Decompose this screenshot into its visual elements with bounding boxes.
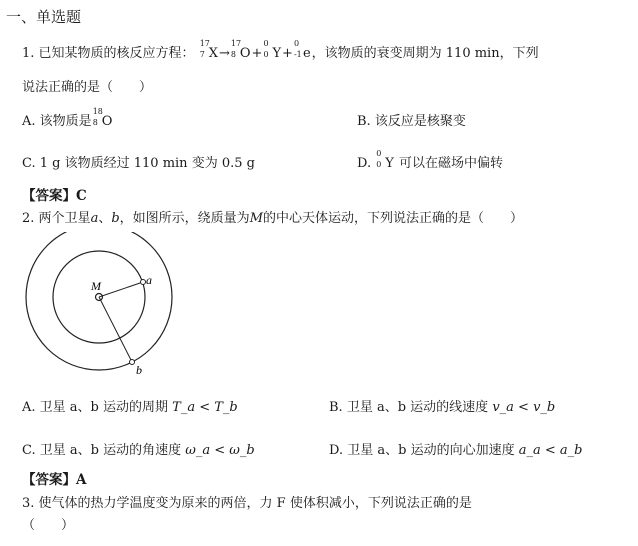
option-label: B. bbox=[329, 400, 343, 415]
plus-sign: + bbox=[251, 46, 263, 61]
option-text: 该物质是 bbox=[39, 114, 92, 129]
question-3-line-2: （ ） bbox=[22, 518, 75, 533]
orbit-diagram bbox=[14, 232, 184, 377]
nuclide-y: 0 0 Y bbox=[263, 39, 282, 61]
question-3-line-1 bbox=[22, 492, 472, 511]
question-1-suffix: ，该物质的衰变周期为 110 min，下列 bbox=[311, 46, 539, 61]
question-1-prefix: 已知某物质的核反应方程： bbox=[38, 46, 195, 61]
question-1-option-a[interactable] bbox=[22, 107, 113, 129]
option-relation: v_a < v_b bbox=[492, 400, 556, 415]
question-2-number: 2. bbox=[22, 211, 35, 226]
option-text: 卫星 a、b 运动的角速度 bbox=[39, 443, 182, 458]
option-label: A. bbox=[22, 114, 36, 129]
nuclide-o18: 18 8 O bbox=[92, 107, 113, 129]
radius-b bbox=[99, 297, 132, 362]
nuclide-e: 0 -1 e bbox=[293, 39, 311, 61]
option-label: B. bbox=[357, 114, 371, 129]
option-relation: T_a < T_b bbox=[172, 400, 238, 415]
nuclide-x: 17 7 X bbox=[199, 39, 218, 61]
question-text: 使气体的热力学温度变为原来的两倍，力 F 使体积减小，下列说法正确的是 bbox=[38, 496, 472, 511]
question-1-line-1 bbox=[22, 39, 539, 61]
question-1-answer: 【答案】C bbox=[22, 188, 87, 204]
option-relation: ω_a < ω_b bbox=[185, 443, 255, 458]
figure-label-a: a bbox=[146, 273, 152, 287]
question-1-line-2: 说法正确的是（ ） bbox=[22, 80, 153, 95]
option-label: D. bbox=[357, 156, 372, 171]
reaction-arrow: → bbox=[218, 46, 230, 61]
question-3-number: 3. bbox=[22, 496, 35, 511]
question-text: ，如图所示，绕质量为 bbox=[119, 211, 250, 226]
plus-sign: + bbox=[282, 46, 293, 61]
question-2-option-d[interactable] bbox=[329, 439, 582, 458]
satellite-a bbox=[141, 280, 146, 285]
option-text: 该反应是核聚变 bbox=[374, 114, 466, 129]
option-relation: a_a < a_b bbox=[518, 443, 583, 458]
option-text: 卫星 a、b 运动的周期 bbox=[39, 400, 169, 415]
central-mass-label: M bbox=[249, 211, 263, 226]
nuclide-o: 17 8 O bbox=[230, 39, 251, 61]
option-label: C. bbox=[22, 156, 36, 171]
figure-label-m: M bbox=[91, 279, 101, 293]
satellite-b-label: b bbox=[111, 211, 120, 226]
question-1-option-b[interactable] bbox=[357, 110, 466, 129]
option-label: D. bbox=[329, 443, 344, 458]
radius-a bbox=[99, 282, 143, 297]
option-label: A. bbox=[22, 400, 36, 415]
option-label: C. bbox=[22, 443, 36, 458]
nuclide-y-option: 0 0 Y bbox=[376, 149, 394, 171]
question-2-answer: 【答案】A bbox=[22, 472, 87, 488]
question-2-option-c[interactable] bbox=[22, 439, 255, 458]
option-text: 卫星 a、b 运动的线速度 bbox=[346, 400, 489, 415]
question-1-number: 1. bbox=[22, 46, 35, 61]
option-text: 卫星 a、b 运动的向心加速度 bbox=[347, 443, 515, 458]
question-2-line-1 bbox=[22, 207, 523, 226]
question-1-option-d[interactable] bbox=[357, 149, 503, 171]
question-2-option-a[interactable] bbox=[22, 396, 238, 415]
satellite-b bbox=[130, 360, 135, 365]
figure-label-b: b bbox=[136, 363, 142, 377]
question-2-option-b[interactable] bbox=[329, 396, 555, 415]
option-text: 可以在磁场中偏转 bbox=[398, 156, 503, 171]
option-text: 1 g 该物质经过 110 min 变为 0.5 g bbox=[39, 156, 255, 171]
question-text: 的中心天体运动，下列说法正确的是（ ） bbox=[263, 211, 524, 226]
section-title: 一、单选题 bbox=[6, 8, 82, 26]
question-text: 两个卫星 bbox=[38, 211, 91, 226]
satellite-a-label: a bbox=[90, 211, 99, 226]
separator: 、 bbox=[98, 211, 112, 226]
question-1-option-c[interactable] bbox=[22, 152, 255, 171]
